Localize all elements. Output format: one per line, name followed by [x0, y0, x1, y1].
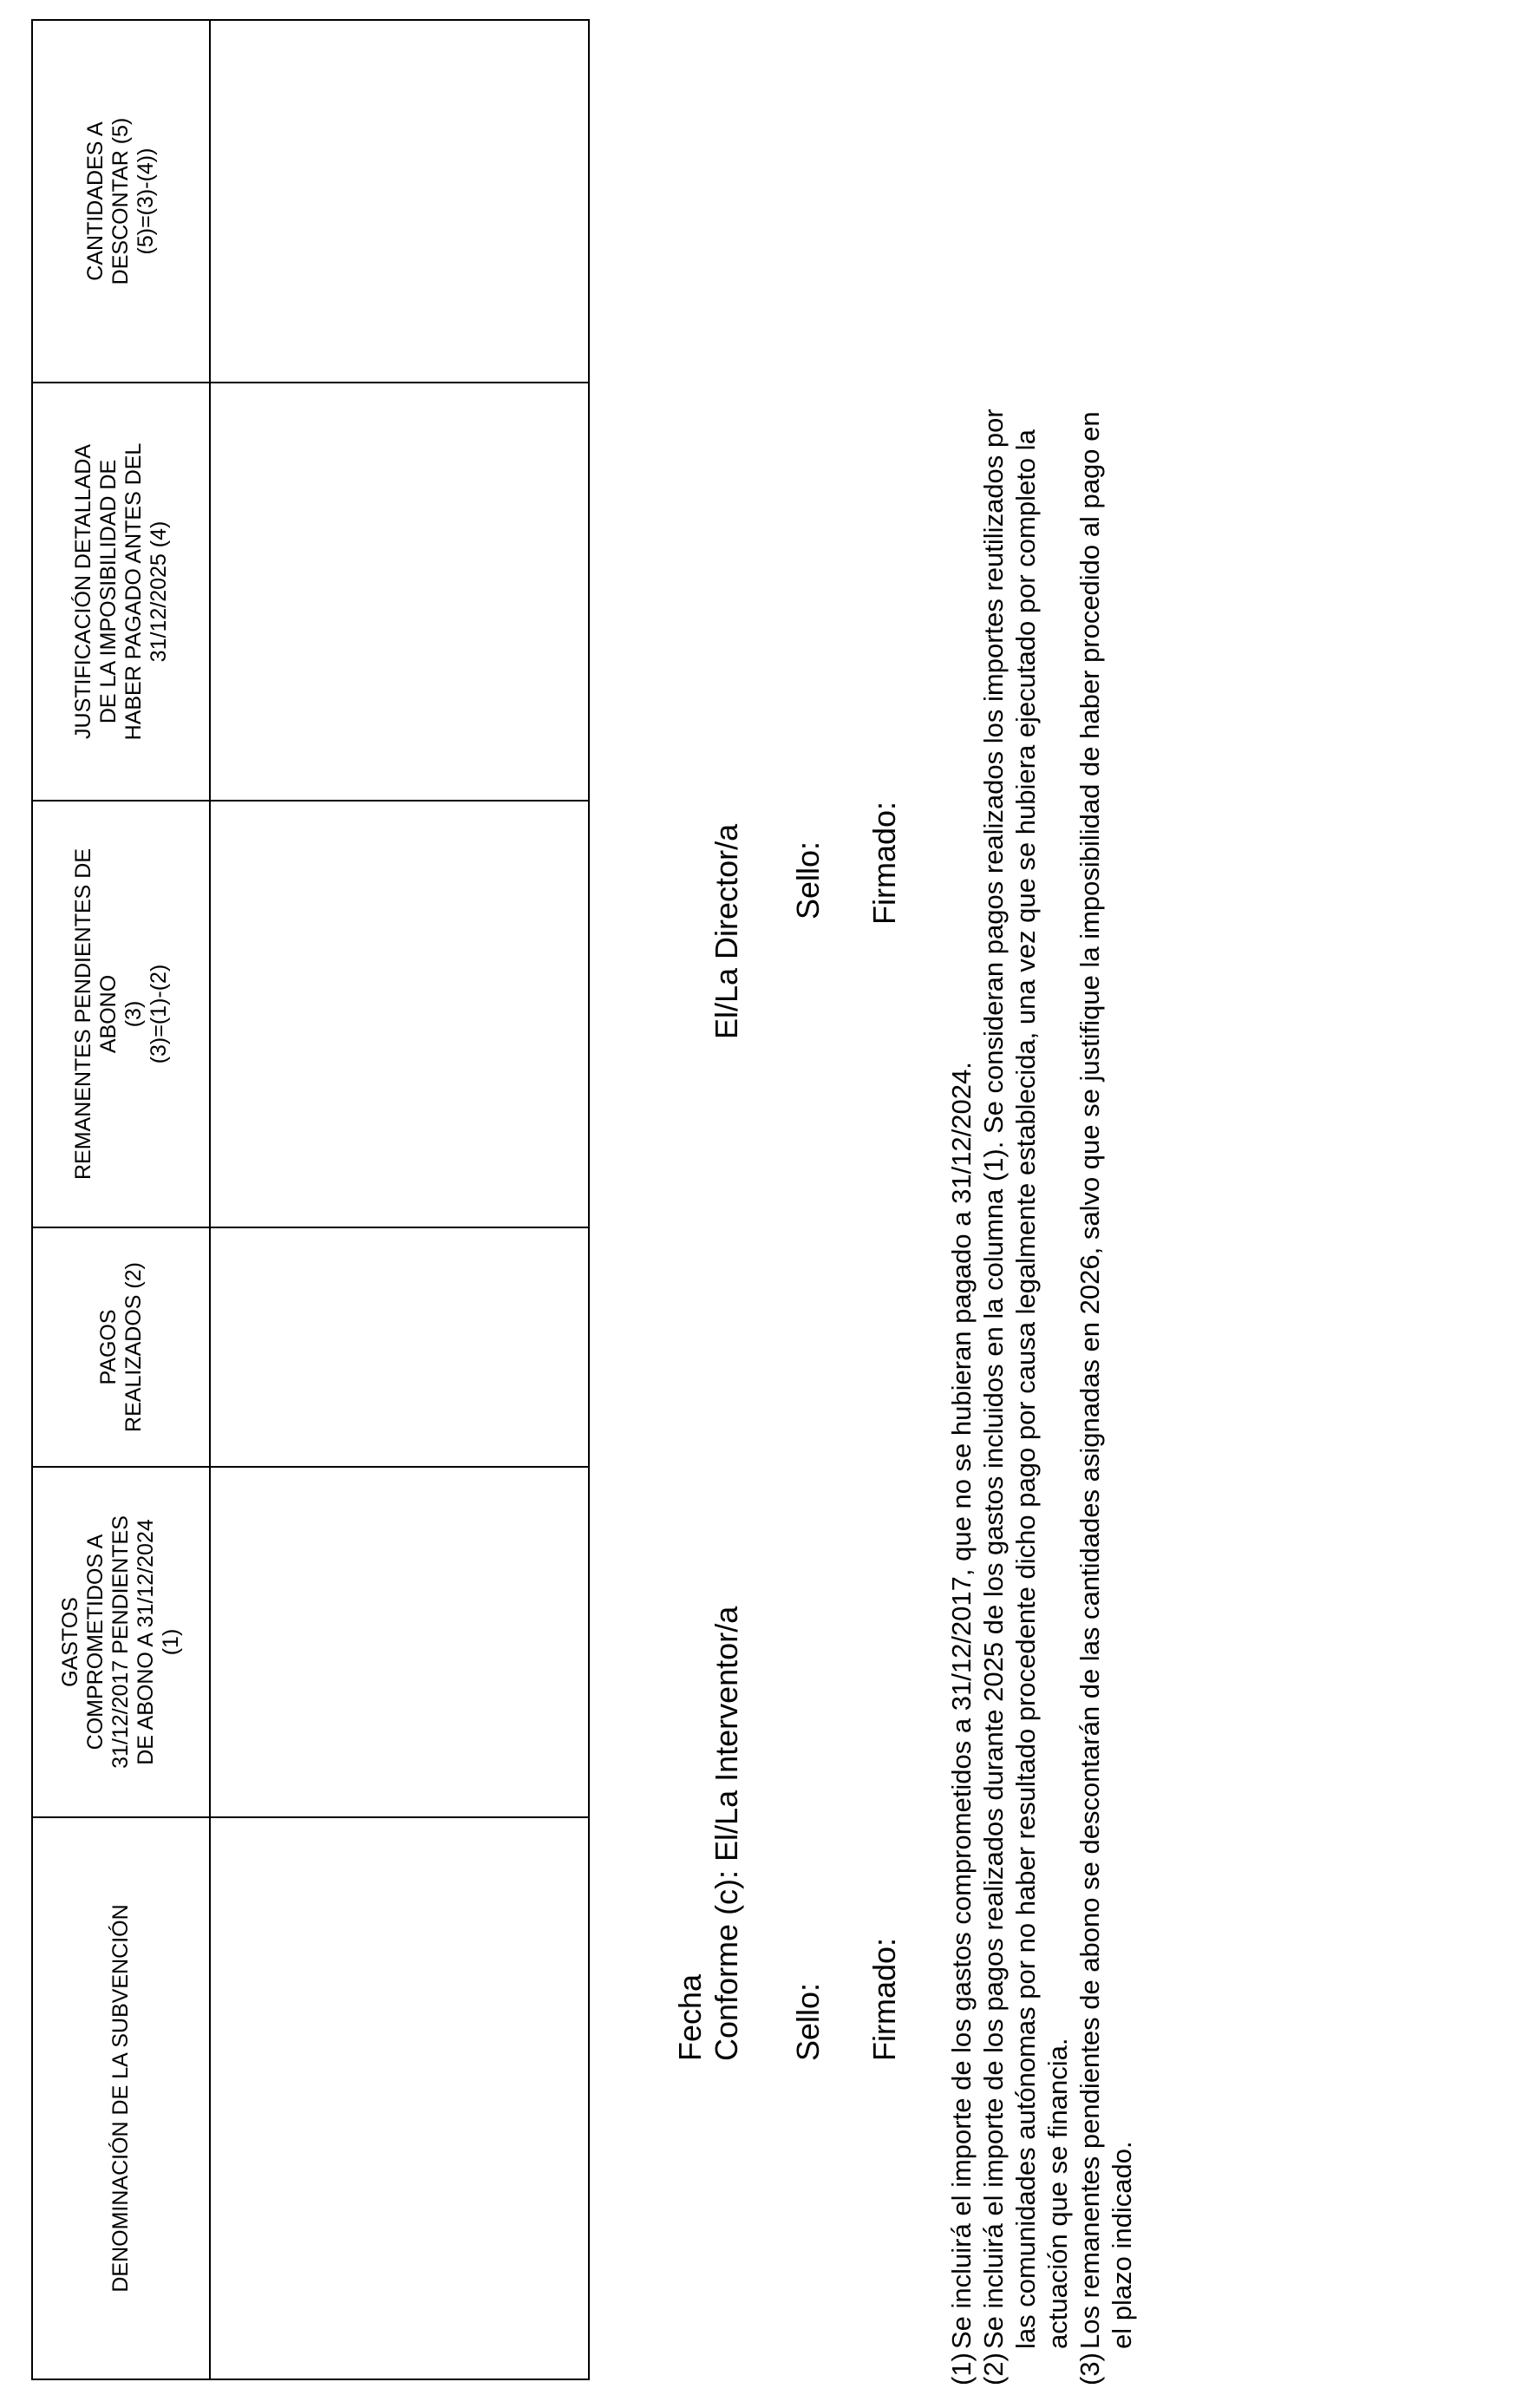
- footnote-1: (1) Se incluirá el importe de los gastos comprometidos a 31/12/2017, que no se hubieran pagado a 31/12/2024.: [946, 1062, 977, 2385]
- cell-cantidades-descontar[interactable]: [210, 20, 589, 383]
- grant-remnants-table: [31, 19, 590, 2380]
- table-header-row: [32, 20, 210, 2379]
- cell-pagos-realizados[interactable]: [210, 1227, 589, 1467]
- footnote-2: (2) Se incluirá el importe de los pagos realizados durante 2025 de los gastos incluidos en la columna (1). Se consideran pagos realizados los importes reutilizados por las comunidades autónomas por no haber resultado procedente dicho pago por causa legalmente establecida, una vez que se hubiera ejecutado por completo la actuación que se financia.: [978, 409, 1073, 2385]
- interventor-firmado-label: Firmado:: [866, 1937, 902, 2061]
- header-remanentes-pendientes: REMANENTES PENDIENTES DE ABONO (3) (3)=(1)-(2): [32, 801, 210, 1227]
- director-firmado-label: Firmado:: [866, 801, 902, 925]
- header-denominacion: DENOMINACIÓN DE LA SUBVENCIÓN: [32, 1817, 210, 2379]
- footnotes: [945, 165, 1138, 2385]
- fecha-label: Fecha: [672, 1973, 708, 2061]
- footnote-3: (3) Los remanentes pendientes de abono se descontarán de las cantidades asignadas en 2026, salvo que se justifique la imposibilidad de haber procedido al pago en el plazo indicado.: [1075, 411, 1137, 2385]
- header-gastos-comprometidos: GASTOS COMPROMETIDOS A 31/12/2017 PENDIENTES DE ABONO A 31/12/2024 (1): [32, 1467, 210, 1817]
- header-pagos-realizados: PAGOS REALIZADOS (2): [32, 1227, 210, 1467]
- cell-justificacion[interactable]: [210, 383, 589, 801]
- cell-remanentes-pendientes[interactable]: [210, 801, 589, 1227]
- interventor-label: Conforme (c): El/La Interventor/a: [709, 1606, 744, 2061]
- director-label: El/La Director/a: [709, 823, 744, 1039]
- table-row: [210, 20, 589, 2379]
- cell-gastos-comprometidos[interactable]: [210, 1467, 589, 1817]
- interventor-sello-label: Sello:: [790, 1982, 826, 2061]
- header-cantidades-descontar: CANTIDADES A DESCONTAR (5) (5)=(3)-(4)): [32, 20, 210, 383]
- header-justificacion: JUSTIFICACIÓN DETALLADA DE LA IMPOSIBILIDAD DE HABER PAGADO ANTES DEL 31/12/2025 (4): [32, 383, 210, 801]
- cell-denominacion[interactable]: [210, 1817, 589, 2379]
- director-sello-label: Sello:: [790, 841, 826, 919]
